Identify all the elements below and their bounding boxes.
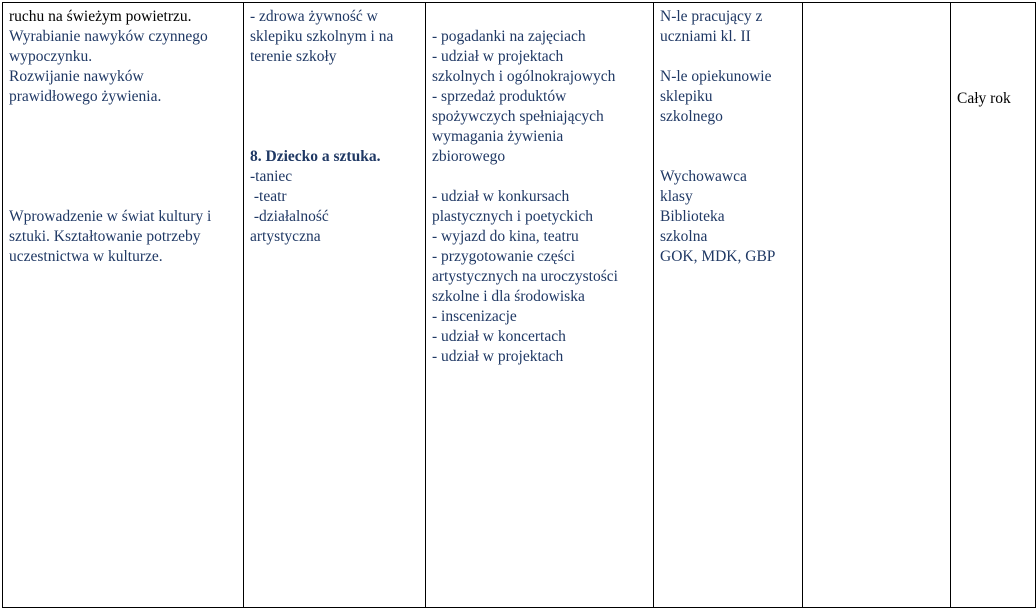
text-line: wypoczynku. <box>9 48 93 65</box>
text-line: -taniec <box>250 168 293 185</box>
term-text: Cały rok <box>957 90 1011 107</box>
document-table <box>2 2 1036 608</box>
responsible-cell <box>654 3 803 608</box>
text-line: Biblioteka <box>660 208 725 225</box>
text-line: - udział w projektach <box>432 348 564 365</box>
text-line: sztuki. Kształtowanie potrzeby <box>9 228 201 245</box>
topics-cell <box>244 3 426 608</box>
text-line: - zdrowa żywność w <box>250 8 378 25</box>
text-line: - pogadanki na zajęciach <box>432 28 586 45</box>
text-line: Wyrabianie nawyków czynnego <box>9 28 208 45</box>
term-cell <box>951 3 1036 608</box>
text-line: szkolna <box>660 228 708 245</box>
text-line: wymagania żywienia <box>432 128 564 145</box>
text-line: Rozwijanie nawyków <box>9 68 144 85</box>
text-line: Wychowawca <box>660 168 747 185</box>
text-line: N-le pracujący z <box>660 8 763 25</box>
text-line: uczestnictwa w kulturze. <box>9 248 163 265</box>
text-line: GOK, MDK, GBP <box>660 248 776 265</box>
text-line: szkolnych i ogólnokrajowych <box>432 68 616 85</box>
text-line: zbiorowego <box>432 148 506 165</box>
text-line: - udział w konkursach <box>432 188 570 205</box>
text-line: prawidłowego żywienia. <box>9 88 162 105</box>
text-line: - udział w projektach <box>432 48 564 65</box>
text-line: - inscenizacje <box>432 308 517 325</box>
text-line: plastycznych i poetyckich <box>432 208 593 225</box>
text-line: uczniami kl. II <box>660 28 751 45</box>
text-line: -teatr <box>250 188 287 205</box>
goals-cell <box>3 3 244 608</box>
empty-cell <box>803 3 951 608</box>
text-line: artystycznych na uroczystości <box>432 268 618 285</box>
section-heading: 8. Dziecko a sztuka. <box>250 148 381 165</box>
text-line: Wprowadzenie w świat kultury i <box>9 208 212 225</box>
text-line: - przygotowanie części <box>432 248 575 265</box>
activities-cell <box>426 3 654 608</box>
text-line: klasy <box>660 188 693 205</box>
text-line: terenie szkoły <box>250 48 337 65</box>
text-line: ruchu na świeżym powietrzu. <box>9 8 192 25</box>
text-line: artystyczna <box>250 228 321 245</box>
text-line: N-le opiekunowie <box>660 68 772 85</box>
text-line: - udział w koncertach <box>432 328 566 345</box>
text-line: -działalność <box>250 208 329 225</box>
text-line: sklepiku <box>660 88 713 105</box>
text-line: spożywczych spełniających <box>432 108 604 125</box>
text-line: - wyjazd do kina, teatru <box>432 228 579 245</box>
text-line: szkolne i dla środowiska <box>432 288 585 305</box>
text-line: sklepiku szkolnym i na <box>250 28 394 45</box>
text-line: - sprzedaż produktów <box>432 88 567 105</box>
table-row <box>3 3 1036 608</box>
text-line: szkolnego <box>660 108 723 125</box>
